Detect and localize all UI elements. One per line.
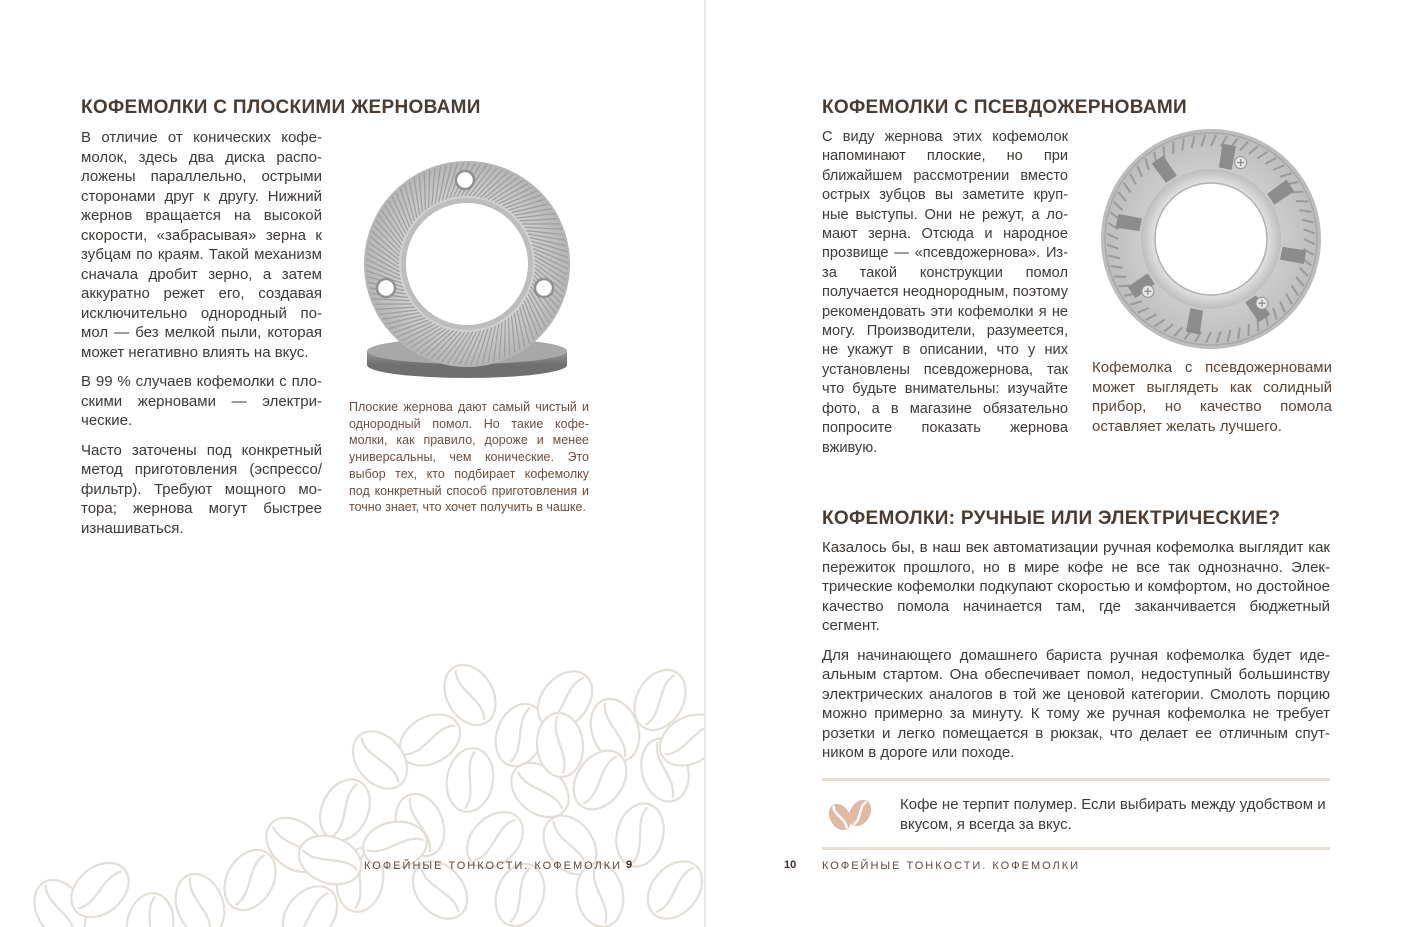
manual-vs-electric-heading: КОФЕМОЛКИ: РУЧНЫЕ ИЛИ ЭЛЕКТРИЧЕСКИЕ? [822, 508, 1281, 529]
right-footer: КОФЕЙНЫЕ ТОНКОСТИ. КОФЕМОЛКИ [822, 860, 1081, 872]
paragraph-2: В 99 % случаев кофемолки с плоскими жерновами — электрические. [81, 373, 322, 429]
flat-burrs-heading: КОФЕМОЛКИ С ПЛОСКИМИ ЖЕРНОВАМИ [81, 97, 481, 118]
paragraph-1: В отличие от конических кофемолок, здесь два диска расположены параллельно, острыми сторонами друг к другу. Нижний жернов вращается на высокой скорости, «забрасывая» зерна к зубцам по краям. Такой механизм сначала дробит зерно, а затем аккуратно режет его, создавая исключительно однородный помол — без мелкой пыли, которая может негативно влиять на вкус. [81, 129, 322, 361]
coffee-beans-background [0, 640, 704, 927]
quote-text: Кофе не терпит полумер. Если выбирать между удобством и вкусом, я всегда за вкус. [900, 796, 1326, 833]
pseudo-burr-caption: Кофемолка с псевдожерновами может выглядеть как солидный прибор, но качество помола оставляет желать лучшего. [1092, 359, 1332, 435]
pseudo-burrs-body: С виду жернова этих кофемолок напоминают плоские, но при ближайшем рассмотрении вместо острых зубцов вы заметите крупные выступы. Они не режут, а ломают зерна. Отсюда и народное прозвище — «псевдожернова». Из-за такой конструкции помол получается неоднородным, поэтому рекомендовать эти кофемолки я не могу. Производители, разумеется, не укажут в описании, что у них установлены псевдожернова, так что будьте внимательны: изучайте фото, а в магазине обязательно попросите показать жернова вживую. [822, 129, 1068, 456]
left-page [0, 0, 704, 927]
pseudo-burrs-heading: КОФЕМОЛКИ С ПСЕВДОЖЕРНОВАМИ [822, 97, 1187, 118]
paragraph-manual-1: Казалось бы, в наш век автоматизации ручная кофемолка выглядит как пережиток прошлого, но в мире кофе не все так однозначно. Электрические кофемолки подкупают скоростью и комфортом, но достойное качество помола начинается там, где заканчивается бюджетный сегмент. [822, 539, 1330, 634]
paragraph-3: Часто заточены под конкретный метод приготовления (эспрессо/фильтр). Требуют мощного мотора; жернова могут быстрее изнашиваться. [81, 441, 322, 537]
coffee-bean-icon [822, 795, 876, 835]
quote-box [822, 778, 1330, 850]
left-page-number: 9 [626, 859, 633, 871]
pseudo-burr-illustration [1096, 128, 1326, 353]
paragraph-manual-2: Для начинающего домашнего бариста ручная кофемолка будет идеальным стартом. Она обеспечивает помол, недоступный большинству электрических аналогов в той же ценовой категории. Смолоть порцию можно примерно за минуту. К тому же ручная кофемолка не требует розетки и легко помещается в рюкзак, что делает ее отличным спутником в дороге или походе. [822, 646, 1330, 761]
left-footer: КОФЕЙНЫЕ ТОНКОСТИ. КОФЕМОЛКИ [364, 860, 623, 872]
right-page-number: 10 [784, 859, 797, 871]
flat-burr-illustration [355, 155, 580, 385]
right-page [706, 0, 1409, 927]
flat-burrs-body [81, 128, 322, 538]
manual-vs-electric-body [822, 538, 1330, 763]
flat-burr-caption: Плоские жернова дают самый чистый и однородный помол. Но такие кофемолки, как правило, дороже и менее универсальны, чем конические. Это выбор тех, кто подбирает кофемолку под конкретный способ приготовления и точно знает, что хочет получить в чашке. [349, 400, 589, 515]
